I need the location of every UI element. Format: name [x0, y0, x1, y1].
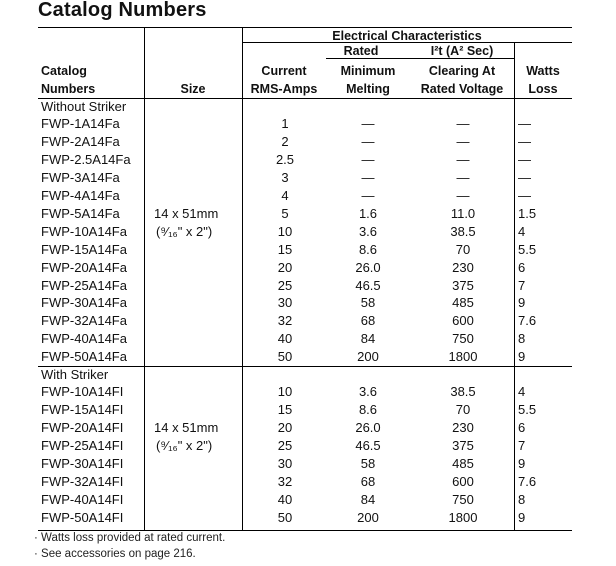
watts-loss-cell: —: [518, 116, 531, 132]
header-electrical-characteristics: Electrical Characteristics: [332, 29, 482, 43]
clearing-cell: —: [456, 116, 470, 132]
watts-loss-cell: 7.6: [518, 473, 537, 489]
current-cell: 4: [281, 188, 289, 203]
header-numbers: Numbers: [41, 82, 96, 96]
watts-loss-cell: —: [518, 134, 531, 150]
catalog-number-cell: FWP-2.5A14Fa: [41, 152, 131, 168]
minimum-melting-cell: 200: [357, 349, 379, 365]
header-watts: Watts: [526, 64, 560, 78]
clearing-cell: 230: [452, 420, 474, 436]
catalog-number-cell: FWP-50A14Fa: [41, 349, 127, 365]
clearing-cell: 38.5: [450, 384, 476, 400]
clearing-cell: 11.0: [450, 205, 476, 221]
catalog-number-cell: FWP-10A14FI: [41, 384, 124, 400]
watts-loss-cell: —: [518, 170, 531, 186]
clearing-cell: 38.5: [450, 223, 476, 239]
current-cell: 25: [277, 277, 293, 293]
current-cell: 1: [281, 116, 289, 132]
clearing-cell: 70: [455, 402, 471, 418]
current-cell: 20: [277, 259, 293, 275]
catalog-number-cell: FWP-25A14Fa: [41, 277, 127, 293]
clearing-cell: 600: [452, 473, 474, 489]
catalog-number-cell: FWP-50A14FI: [41, 509, 124, 525]
minimum-melting-cell: 26.0: [355, 259, 381, 275]
catalog-number-cell: FWP-5A14Fa: [41, 205, 120, 221]
watts-loss-cell: 6: [518, 420, 526, 436]
header-current: Current: [261, 64, 307, 78]
current-cell: 5: [281, 205, 289, 221]
watts-loss-cell: 7: [518, 277, 526, 293]
current-cell: 20: [277, 420, 293, 436]
catalog-number-cell: FWP-20A14FI: [41, 420, 124, 436]
minimum-melting-cell: 3.6: [358, 384, 378, 400]
catalog-number-cell: FWP-20A14Fa: [41, 259, 127, 275]
section-rule: [38, 366, 572, 367]
catalog-number-cell: FWP-25A14FI: [41, 438, 124, 454]
footnote-accessories: · See accessories on page 216.: [34, 548, 196, 560]
size-cell: 14 x 51mm: [154, 205, 219, 221]
col-divider: [514, 42, 515, 530]
footnote-watts: · Watts loss provided at rated current.: [34, 532, 226, 544]
catalog-table: [38, 27, 572, 531]
current-cell: 10: [277, 223, 293, 239]
clearing-cell: 230: [452, 259, 474, 275]
watts-loss-cell: 7: [518, 438, 526, 454]
catalog-number-cell: FWP-30A14FI: [41, 456, 124, 471]
watts-loss-cell: 5.5: [518, 241, 537, 257]
catalog-number-cell: FWP-3A14Fa: [41, 170, 120, 186]
minimum-melting-cell: 84: [360, 491, 376, 507]
minimum-melting-cell: 1.6: [358, 205, 378, 221]
current-cell: 32: [277, 473, 293, 489]
catalog-number-cell: FWP-2A14Fa: [41, 134, 120, 150]
clearing-cell: 1800: [448, 509, 478, 525]
header-clearing-at: Clearing At: [428, 64, 496, 78]
watts-loss-cell: 4: [518, 223, 526, 239]
minimum-melting-cell: 58: [360, 456, 376, 471]
minimum-melting-cell: 8.6: [358, 241, 378, 257]
clearing-cell: 750: [452, 331, 474, 347]
current-cell: 2.5: [275, 152, 295, 168]
header-size: Size: [180, 82, 206, 96]
clearing-cell: 70: [455, 241, 471, 257]
watts-loss-cell: 6: [518, 259, 526, 275]
clearing-cell: 1800: [448, 349, 478, 365]
header-rated-voltage: Rated Voltage: [420, 82, 504, 96]
current-cell: 3: [281, 170, 289, 186]
header-loss: Loss: [528, 82, 558, 96]
minimum-melting-cell: 46.5: [355, 438, 381, 454]
size-cell: 14 x 51mm: [154, 420, 219, 436]
watts-loss-cell: 8: [518, 491, 526, 507]
minimum-melting-cell: 8.6: [358, 402, 378, 418]
minimum-melting-cell: 200: [357, 509, 379, 525]
clearing-cell: —: [456, 188, 470, 203]
watts-loss-cell: 9: [518, 295, 526, 311]
current-cell: 30: [277, 456, 293, 471]
minimum-melting-cell: 68: [360, 313, 376, 329]
minimum-melting-cell: 3.6: [358, 223, 378, 239]
current-cell: 15: [277, 241, 293, 257]
current-cell: 50: [277, 349, 293, 365]
minimum-melting-cell: 58: [360, 295, 376, 311]
catalog-number-cell: FWP-10A14Fa: [41, 223, 127, 239]
col-divider: [242, 28, 243, 530]
minimum-melting-cell: 26.0: [355, 420, 381, 436]
catalog-number-cell: FWP-32A14Fa: [41, 313, 127, 329]
clearing-cell: —: [456, 152, 470, 168]
clearing-cell: 375: [452, 277, 474, 293]
clearing-cell: —: [456, 170, 470, 186]
header-minimum: Minimum: [340, 64, 396, 78]
size-inches-cell: (⁹⁄₁₆" x 2"): [156, 438, 213, 454]
watts-loss-cell: —: [518, 152, 531, 168]
minimum-melting-cell: 68: [360, 473, 376, 489]
current-cell: 32: [277, 313, 293, 329]
watts-loss-cell: 9: [518, 349, 526, 365]
header-melting: Melting: [346, 82, 390, 96]
minimum-melting-cell: —: [361, 116, 375, 132]
catalog-number-cell: FWP-15A14Fa: [41, 241, 127, 257]
current-cell: 15: [277, 402, 293, 418]
watts-loss-cell: 9: [518, 509, 526, 525]
minimum-melting-cell: —: [361, 188, 375, 203]
watts-loss-cell: 5.5: [518, 402, 537, 418]
catalog-number-cell: FWP-40A14FI: [41, 491, 124, 507]
catalog-number-cell: FWP-32A14FI: [41, 473, 124, 489]
current-cell: 2: [281, 134, 289, 150]
catalog-number-cell: FWP-1A14Fa: [41, 116, 120, 132]
clearing-cell: 600: [452, 313, 474, 329]
minimum-melting-cell: —: [361, 134, 375, 150]
size-inches-cell: (⁹⁄₁₆" x 2"): [156, 223, 213, 239]
header-rms-amps: RMS-Amps: [250, 82, 318, 96]
page-title: Catalog Numbers: [38, 0, 207, 21]
current-cell: 10: [277, 384, 293, 400]
header-i2t: I²t (A² Sec): [430, 44, 494, 58]
section-label: With Striker: [41, 366, 109, 382]
clearing-cell: —: [456, 134, 470, 150]
clearing-cell: 485: [452, 456, 474, 471]
watts-loss-cell: 9: [518, 456, 526, 471]
clearing-cell: 375: [452, 438, 474, 454]
header-catalog: Catalog: [41, 64, 87, 78]
minimum-melting-cell: —: [361, 170, 375, 186]
catalog-number-cell: FWP-15A14FI: [41, 402, 124, 418]
catalog-number-cell: FWP-4A14Fa: [41, 188, 120, 203]
watts-loss-cell: 1.5: [518, 205, 537, 221]
section-label: Without Striker: [41, 98, 127, 114]
current-cell: 50: [277, 509, 293, 525]
catalog-number-cell: FWP-40A14Fa: [41, 331, 127, 347]
current-cell: 40: [277, 331, 293, 347]
current-cell: 40: [277, 491, 293, 507]
clearing-cell: 485: [452, 295, 474, 311]
watts-loss-cell: 4: [518, 384, 526, 400]
current-cell: 25: [277, 438, 293, 454]
catalog-number-cell: FWP-30A14Fa: [41, 295, 127, 311]
clearing-cell: 750: [452, 491, 474, 507]
header-rated: Rated: [343, 44, 379, 58]
current-cell: 30: [277, 295, 293, 311]
minimum-melting-cell: 84: [360, 331, 376, 347]
watts-loss-cell: —: [518, 188, 531, 203]
watts-loss-cell: 8: [518, 331, 526, 347]
watts-loss-cell: 7.6: [518, 313, 537, 329]
minimum-melting-cell: 46.5: [355, 277, 381, 293]
minimum-melting-cell: —: [361, 152, 375, 168]
